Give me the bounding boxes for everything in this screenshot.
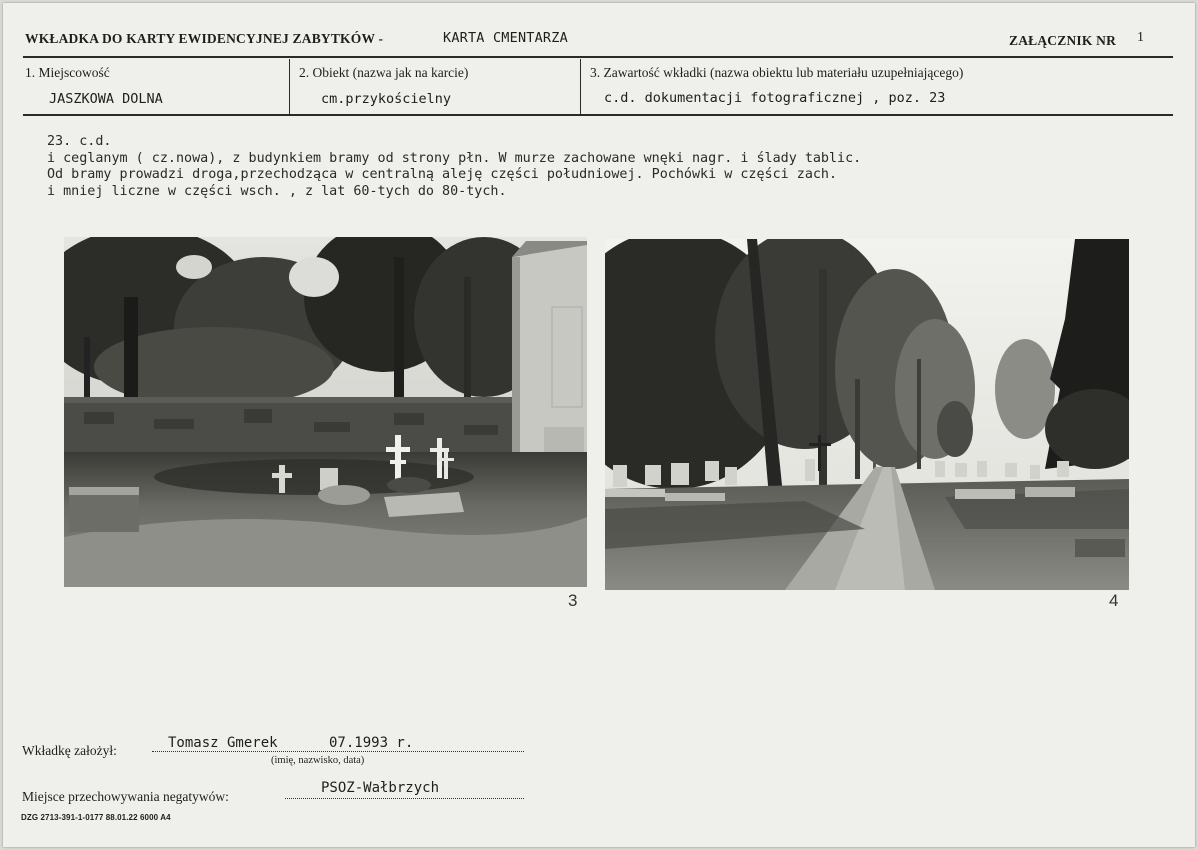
content-value: c.d. dokumentacji fotograficznej , poz. 23	[604, 90, 946, 106]
print-code: DZG 2713-391-1-0177 88.01.22 6000 A4	[21, 813, 171, 822]
object-label: 2. Obiekt (nazwa jak na karcie)	[299, 65, 469, 80]
field-divider-1	[289, 59, 290, 114]
description-line-2: i ceglanym ( cz.nowa), z budynkiem bramy od strony płn. W murze zachowane wnęki nagr. i ślady tablic.	[47, 151, 862, 166]
photo-number-4: 4	[1109, 591, 1119, 610]
form-subtitle: KARTA CMENTARZA	[443, 30, 568, 46]
form-title: WKŁADKA DO KARTY EWIDENCYJNEJ ZABYTKÓW -	[25, 31, 384, 46]
photo-cemetery-wall	[64, 237, 587, 587]
field-divider-2	[580, 59, 581, 114]
locality-label: 1. Miejscowość	[25, 65, 110, 80]
storage-dotted-line	[285, 798, 524, 799]
author-name: Tomasz Gmerek	[168, 735, 278, 751]
description-line-1: 23. c.d.	[47, 134, 112, 149]
photo-number-3: 3	[568, 591, 578, 610]
attachment-number: 1	[1137, 30, 1144, 45]
author-date: 07.1993 r.	[329, 735, 414, 751]
fields-rule	[23, 114, 1173, 116]
attachment-label: ZAŁĄCZNIK NR	[1009, 33, 1117, 48]
content-label: 3. Zawartość wkładki (nazwa obiektu lub materiału uzupełniającego)	[590, 65, 964, 80]
storage-label: Miejsce przechowywania negatywów:	[22, 789, 229, 804]
description-line-3: Od bramy prowadzi droga,przechodząca w centralną aleję części południowej. Pochówki w części zach.	[47, 167, 838, 182]
header-rule	[23, 56, 1173, 58]
photo-cemetery-alley	[605, 239, 1129, 590]
description-line-4: i mniej liczne w części wsch. , z lat 60-tych do 80-tych.	[47, 184, 507, 199]
object-value: cm.przykościelny	[321, 91, 452, 107]
author-dotted-line	[152, 751, 524, 752]
author-hint: (imię, nazwisko, data)	[271, 755, 365, 766]
storage-value: PSOZ-Wałbrzych	[321, 780, 440, 796]
document-sheet	[3, 3, 1195, 847]
author-label: Wkładkę założył:	[22, 743, 117, 758]
locality-value: JASZKOWA DOLNA	[49, 91, 163, 107]
